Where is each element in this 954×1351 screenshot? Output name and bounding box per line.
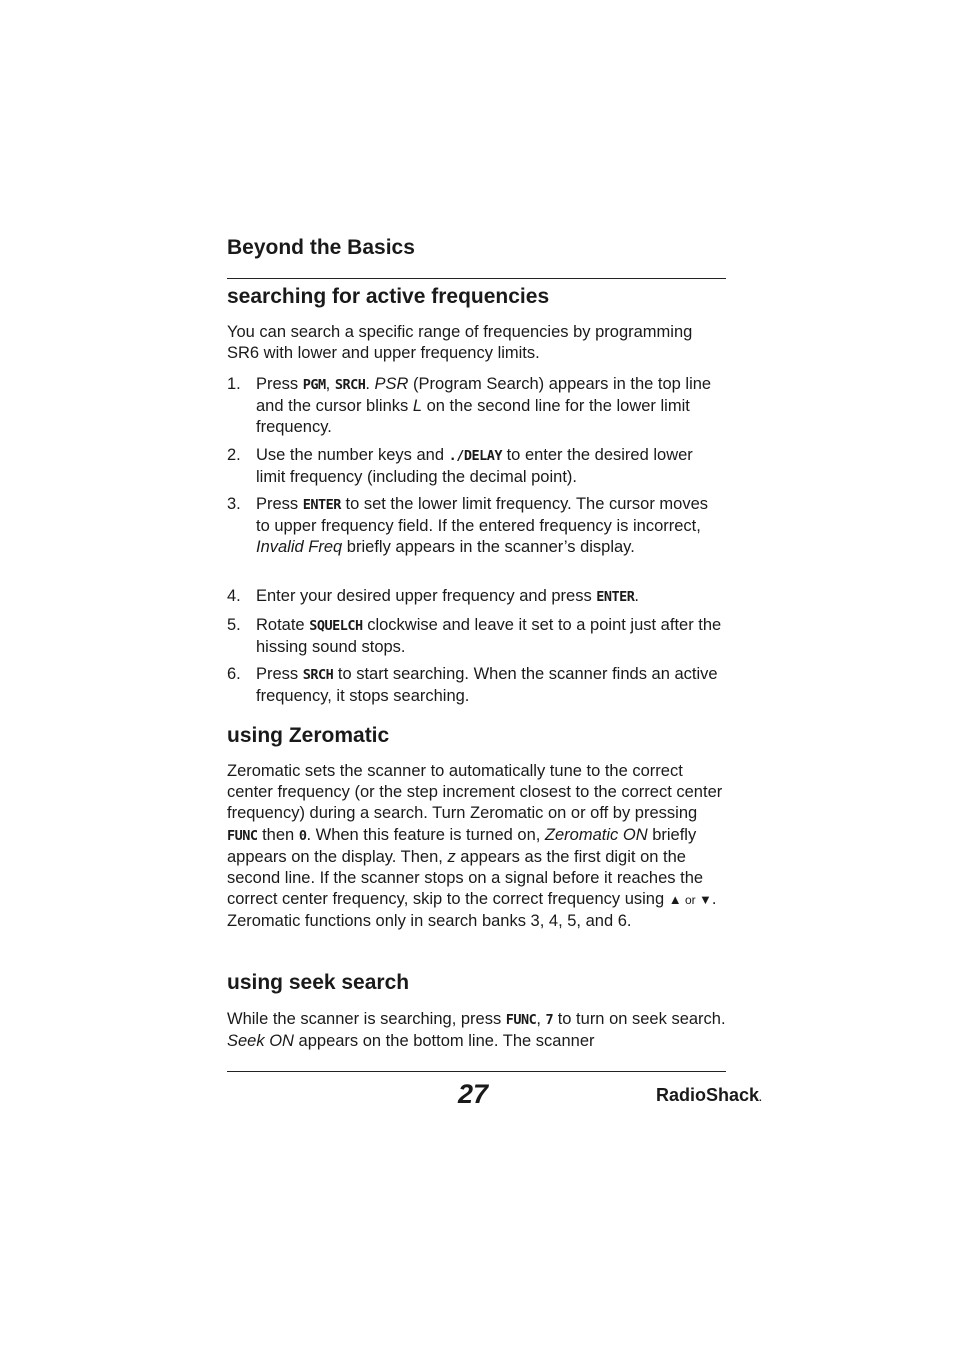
step-number: 6. bbox=[227, 665, 241, 683]
key-label: SRCH bbox=[302, 667, 334, 683]
header-divider bbox=[227, 278, 726, 279]
key-label: ENTER bbox=[302, 497, 341, 513]
step-text: Use the number keys and ./DELAY to enter the desired lower limit frequency (including the decimal point). bbox=[256, 446, 693, 487]
key-label: PGM bbox=[302, 377, 326, 393]
key-label: SQUELCH bbox=[309, 618, 363, 634]
step-text: Press SRCH to start searching. When the scanner finds an active frequency, it stops searching. bbox=[256, 665, 718, 706]
page-number: 27 bbox=[458, 1079, 489, 1109]
display-text: Seek ON bbox=[227, 1032, 294, 1051]
key-label: 0 bbox=[298, 827, 307, 844]
key-label: ENTER bbox=[596, 589, 635, 605]
heading-searching: searching for active frequencies bbox=[227, 285, 550, 308]
display-text: PSR bbox=[374, 375, 409, 393]
step-number: 2. bbox=[227, 446, 241, 464]
step-text: Press ENTER to set the lower limit frequency. The cursor moves to upper frequency field. If the entered frequency is incorrect, Invalid Freq briefly appears in the scanner’s display. bbox=[256, 495, 709, 557]
key-label: FUNC bbox=[227, 827, 258, 844]
intro-paragraph: You can search a specific range of frequencies by programming SR6 with lower and upper frequency limits. bbox=[227, 323, 693, 363]
section-header: Beyond the Basics bbox=[227, 236, 415, 259]
step-text: Press PGM, SRCH. PSR (Program Search) appears in the top line and the cursor blinks L on the second line for the lower limit frequency. bbox=[256, 375, 712, 437]
step-text: Enter your desired upper frequency and press ENTER. bbox=[256, 587, 640, 605]
step-number: 1. bbox=[227, 375, 241, 393]
step-number: 5. bbox=[227, 616, 241, 634]
seek-paragraph: While the scanner is searching, press FUNC, 7 to turn on seek search. Seek ON appears on the bottom line. The scanner bbox=[227, 1010, 726, 1051]
brand-logo: RadioShack. bbox=[656, 1085, 762, 1105]
display-text: L bbox=[412, 397, 423, 416]
up-arrow-icon: ▲ bbox=[668, 892, 682, 908]
zeromatic-paragraph: Zeromatic sets the scanner to automatically tune to the correct center frequency (or the step increment closest to the correct center frequency) during a search. Turn Zeromatic on or off by pressing FUNC then 0. When this feature is turned on, Zeromatic ON briefly appears on the display. Then, z appears as the first digit on the second line. If the scanner stops on a signal before it reaches the correct center frequency, skip to the correct frequency using ▲ or ▼. Zeromatic functions only in search banks 3, 4, 5, and 6. bbox=[227, 762, 723, 931]
down-arrow-icon: ▼ bbox=[698, 892, 712, 908]
display-text: Invalid Freq bbox=[256, 538, 343, 557]
footer-divider bbox=[227, 1071, 726, 1072]
key-label: FUNC bbox=[505, 1012, 537, 1028]
display-text: Zeromatic ON bbox=[544, 825, 648, 844]
step-number: 3. bbox=[227, 495, 241, 513]
step-text: Rotate SQUELCH clockwise and leave it set to a point just after the hissing sound stops. bbox=[256, 616, 722, 657]
step-number: 4. bbox=[227, 587, 241, 605]
key-label: 7 bbox=[545, 1012, 554, 1028]
key-label: SRCH bbox=[334, 377, 366, 393]
heading-zeromatic: using Zeromatic bbox=[227, 724, 390, 747]
display-text: z bbox=[447, 847, 456, 866]
key-label: ./DELAY bbox=[448, 448, 503, 464]
heading-seek-search: using seek search bbox=[227, 971, 410, 994]
